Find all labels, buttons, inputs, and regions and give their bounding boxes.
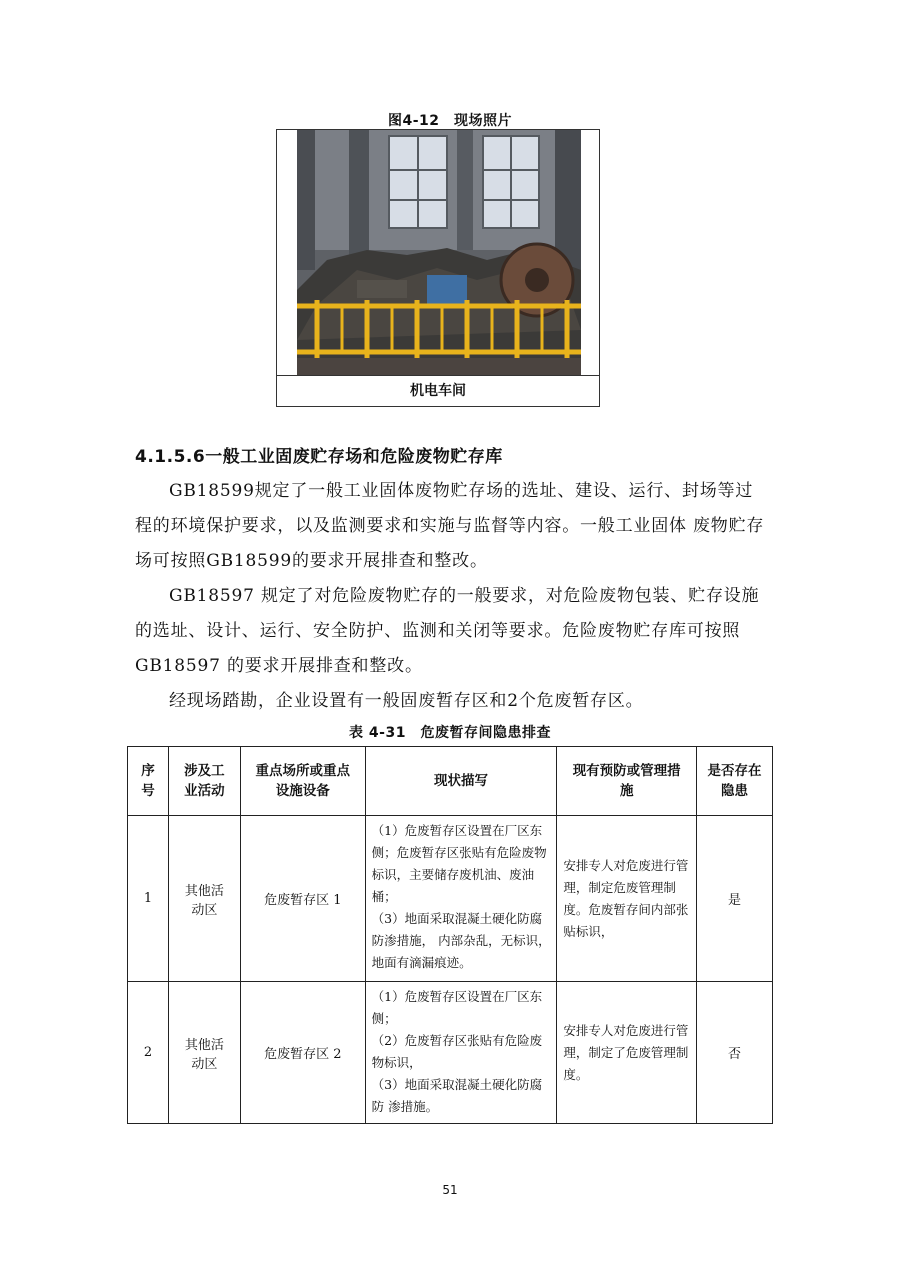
- paragraph-gb18599: GB18599规定了一般工业固体废物贮存场的选址、建设、运行、封场等过程的环境保护要求，以及监测要求和实施与监督等内容。一般工业固体 废物贮存场可按照GB18599的要求开展排查和整改。: [135, 481, 765, 571]
- workshop-photo-image: [297, 130, 581, 375]
- paragraph-gb18597: GB18597 规定了对危险废物贮存的一般要求，对危险废物包装、贮存设施的选址、设计、运行、安全防护、监测和关闭等要求。危险废物贮存库可按照GB18597 的要求开展排查和整改。: [135, 586, 760, 676]
- description-line: （3）地面采取混凝土硬化防腐防渗措施， 内部杂乱，无标识，地面有滴漏痕迹。: [371, 911, 551, 970]
- page-number: 51: [442, 1183, 458, 1197]
- cell-description: [365, 816, 557, 982]
- description-line: （3）地面采取混凝土硬化防腐防 渗措施。: [371, 1077, 543, 1114]
- cell-activity: 其他活动区: [168, 982, 240, 1124]
- cell-no: 1: [128, 816, 169, 982]
- paragraph-site-survey: 经现场踏勘，企业设置有一般固废暂存区和2个危废暂存区。: [169, 691, 644, 711]
- cell-site: 危废暂存区 2: [240, 982, 365, 1124]
- table-row: [128, 816, 773, 982]
- site-photo: [297, 130, 581, 375]
- header-site: 重点场所或重点设施设备: [240, 747, 365, 816]
- description-line: （1）危废暂存区设置在厂区东侧；: [371, 989, 543, 1026]
- cell-no: 2: [128, 982, 169, 1124]
- table-header-row: [128, 747, 773, 816]
- figure-caption: 图4-12 现场照片: [387, 113, 513, 129]
- header-hazard: 是否存在隐患: [697, 747, 773, 816]
- cell-measures: 安排专人对危废进行管理，制定了危废管理制度。: [557, 982, 697, 1124]
- header-description: 现状描写: [365, 747, 557, 816]
- table-caption: 表 4-31 危废暂存间隐患排查: [349, 725, 551, 741]
- cell-measures: 安排专人对危废进行管理，制定危废管理制度。危废暂存间内部张贴标识，: [557, 816, 697, 982]
- section-heading: 4.1.5.6一般工业固废贮存场和危险废物贮存库: [135, 447, 503, 467]
- cell-activity: 其他活动区: [168, 816, 240, 982]
- description-line: （2）危废暂存区张贴有危险废物标识，: [371, 1033, 543, 1070]
- figure-frame: [276, 129, 600, 407]
- description-line: （1）危废暂存区设置在厂区东侧；危废暂存区张贴有危险废物标识，主要储存废机油、废油桶；: [371, 823, 547, 904]
- cell-description: [365, 982, 557, 1124]
- photo-label: 机电车间: [277, 375, 599, 406]
- table-row: [128, 982, 773, 1124]
- header-activity: 涉及工业活动: [168, 747, 240, 816]
- cell-hazard: 否: [697, 982, 773, 1124]
- header-no: 序号: [128, 747, 169, 816]
- cell-hazard: 是: [697, 816, 773, 982]
- cell-site: 危废暂存区 1: [240, 816, 365, 982]
- header-measures: 现有预防或管理措施: [557, 747, 697, 816]
- hazard-inspection-table: [127, 746, 773, 1124]
